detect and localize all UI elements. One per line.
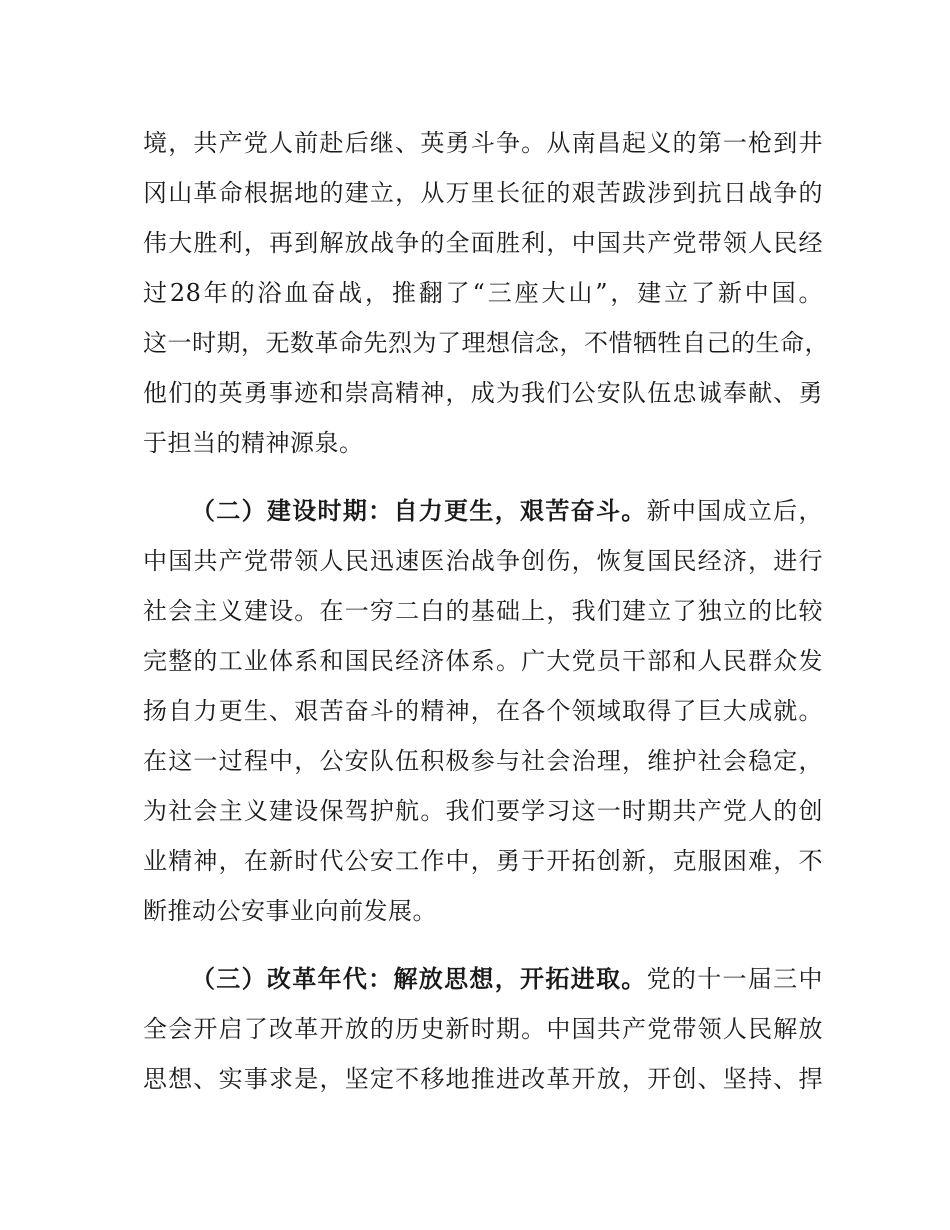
paragraph-1-line-6: 他们的英勇事迹和崇高精神，成为我们公安队伍忠诚奉献、勇 bbox=[143, 379, 823, 407]
paragraph-2-line-4: 完整的工业体系和国民经济体系。广大党员干部和人民群众发 bbox=[143, 647, 823, 675]
paragraph-2-line-7: 为社会主义建设保驾护航。我们要学习这一时期共产党人的创 bbox=[143, 797, 823, 825]
paragraph-3-heading: （三）改革年代：解放思想，开拓进取。 bbox=[191, 964, 647, 993]
paragraph-2-line-3: 社会主义建设。在一穷二白的基础上，我们建立了独立的比较 bbox=[143, 597, 823, 625]
paragraph-2-line-6: 在这一过程中，公安队伍积极参与社会治理，维护社会稳定， bbox=[143, 747, 823, 775]
paragraph-1-line-4: 过28年的浴血奋战，推翻了“三座大山”，建立了新中国。 bbox=[143, 279, 823, 307]
paragraph-2-heading: （二）建设时期：自力更生，艰苦奋斗。 bbox=[191, 496, 647, 525]
paragraph-3-line-1 bbox=[191, 963, 823, 995]
paragraph-3-line-3: 思想、实事求是，坚定不移地推进改革开放，开创、坚持、捍 bbox=[143, 1065, 823, 1093]
paragraph-2-first-line-text: 新中国成立后， bbox=[646, 497, 823, 525]
paragraph-1-line-7: 于担当的精神源泉。 bbox=[143, 429, 364, 457]
paragraph-2-line-5: 扬自力更生、艰苦奋斗的精神，在各个领域取得了巨大成就。 bbox=[143, 697, 823, 725]
paragraph-2-line-2: 中国共产党带领人民迅速医治战争创伤，恢复国民经济，进行 bbox=[143, 547, 823, 575]
paragraph-1-line-1: 境，共产党人前赴后继、英勇斗争。从南昌起义的第一枪到井 bbox=[143, 129, 823, 157]
paragraph-3-first-line-text: 党的十一届三中 bbox=[646, 965, 823, 993]
paragraph-1-line-2: 冈山革命根据地的建立，从万里长征的艰苦跋涉到抗日战争的 bbox=[143, 179, 823, 207]
paragraph-2-line-8: 业精神，在新时代公安工作中，勇于开拓创新，克服困难，不 bbox=[143, 847, 823, 875]
paragraph-1-line-3: 伟大胜利，再到解放战争的全面胜利，中国共产党带领人民经 bbox=[143, 229, 823, 257]
paragraph-1-line-5: 这一时期，无数革命先烈为了理想信念，不惜牺牲自己的生命， bbox=[143, 329, 829, 357]
paragraph-3-line-2: 全会开启了改革开放的历史新时期。中国共产党带领人民解放 bbox=[143, 1015, 823, 1043]
paragraph-2-line-1 bbox=[191, 495, 823, 527]
paragraph-2-line-9: 断推动公安事业向前发展。 bbox=[143, 897, 437, 925]
